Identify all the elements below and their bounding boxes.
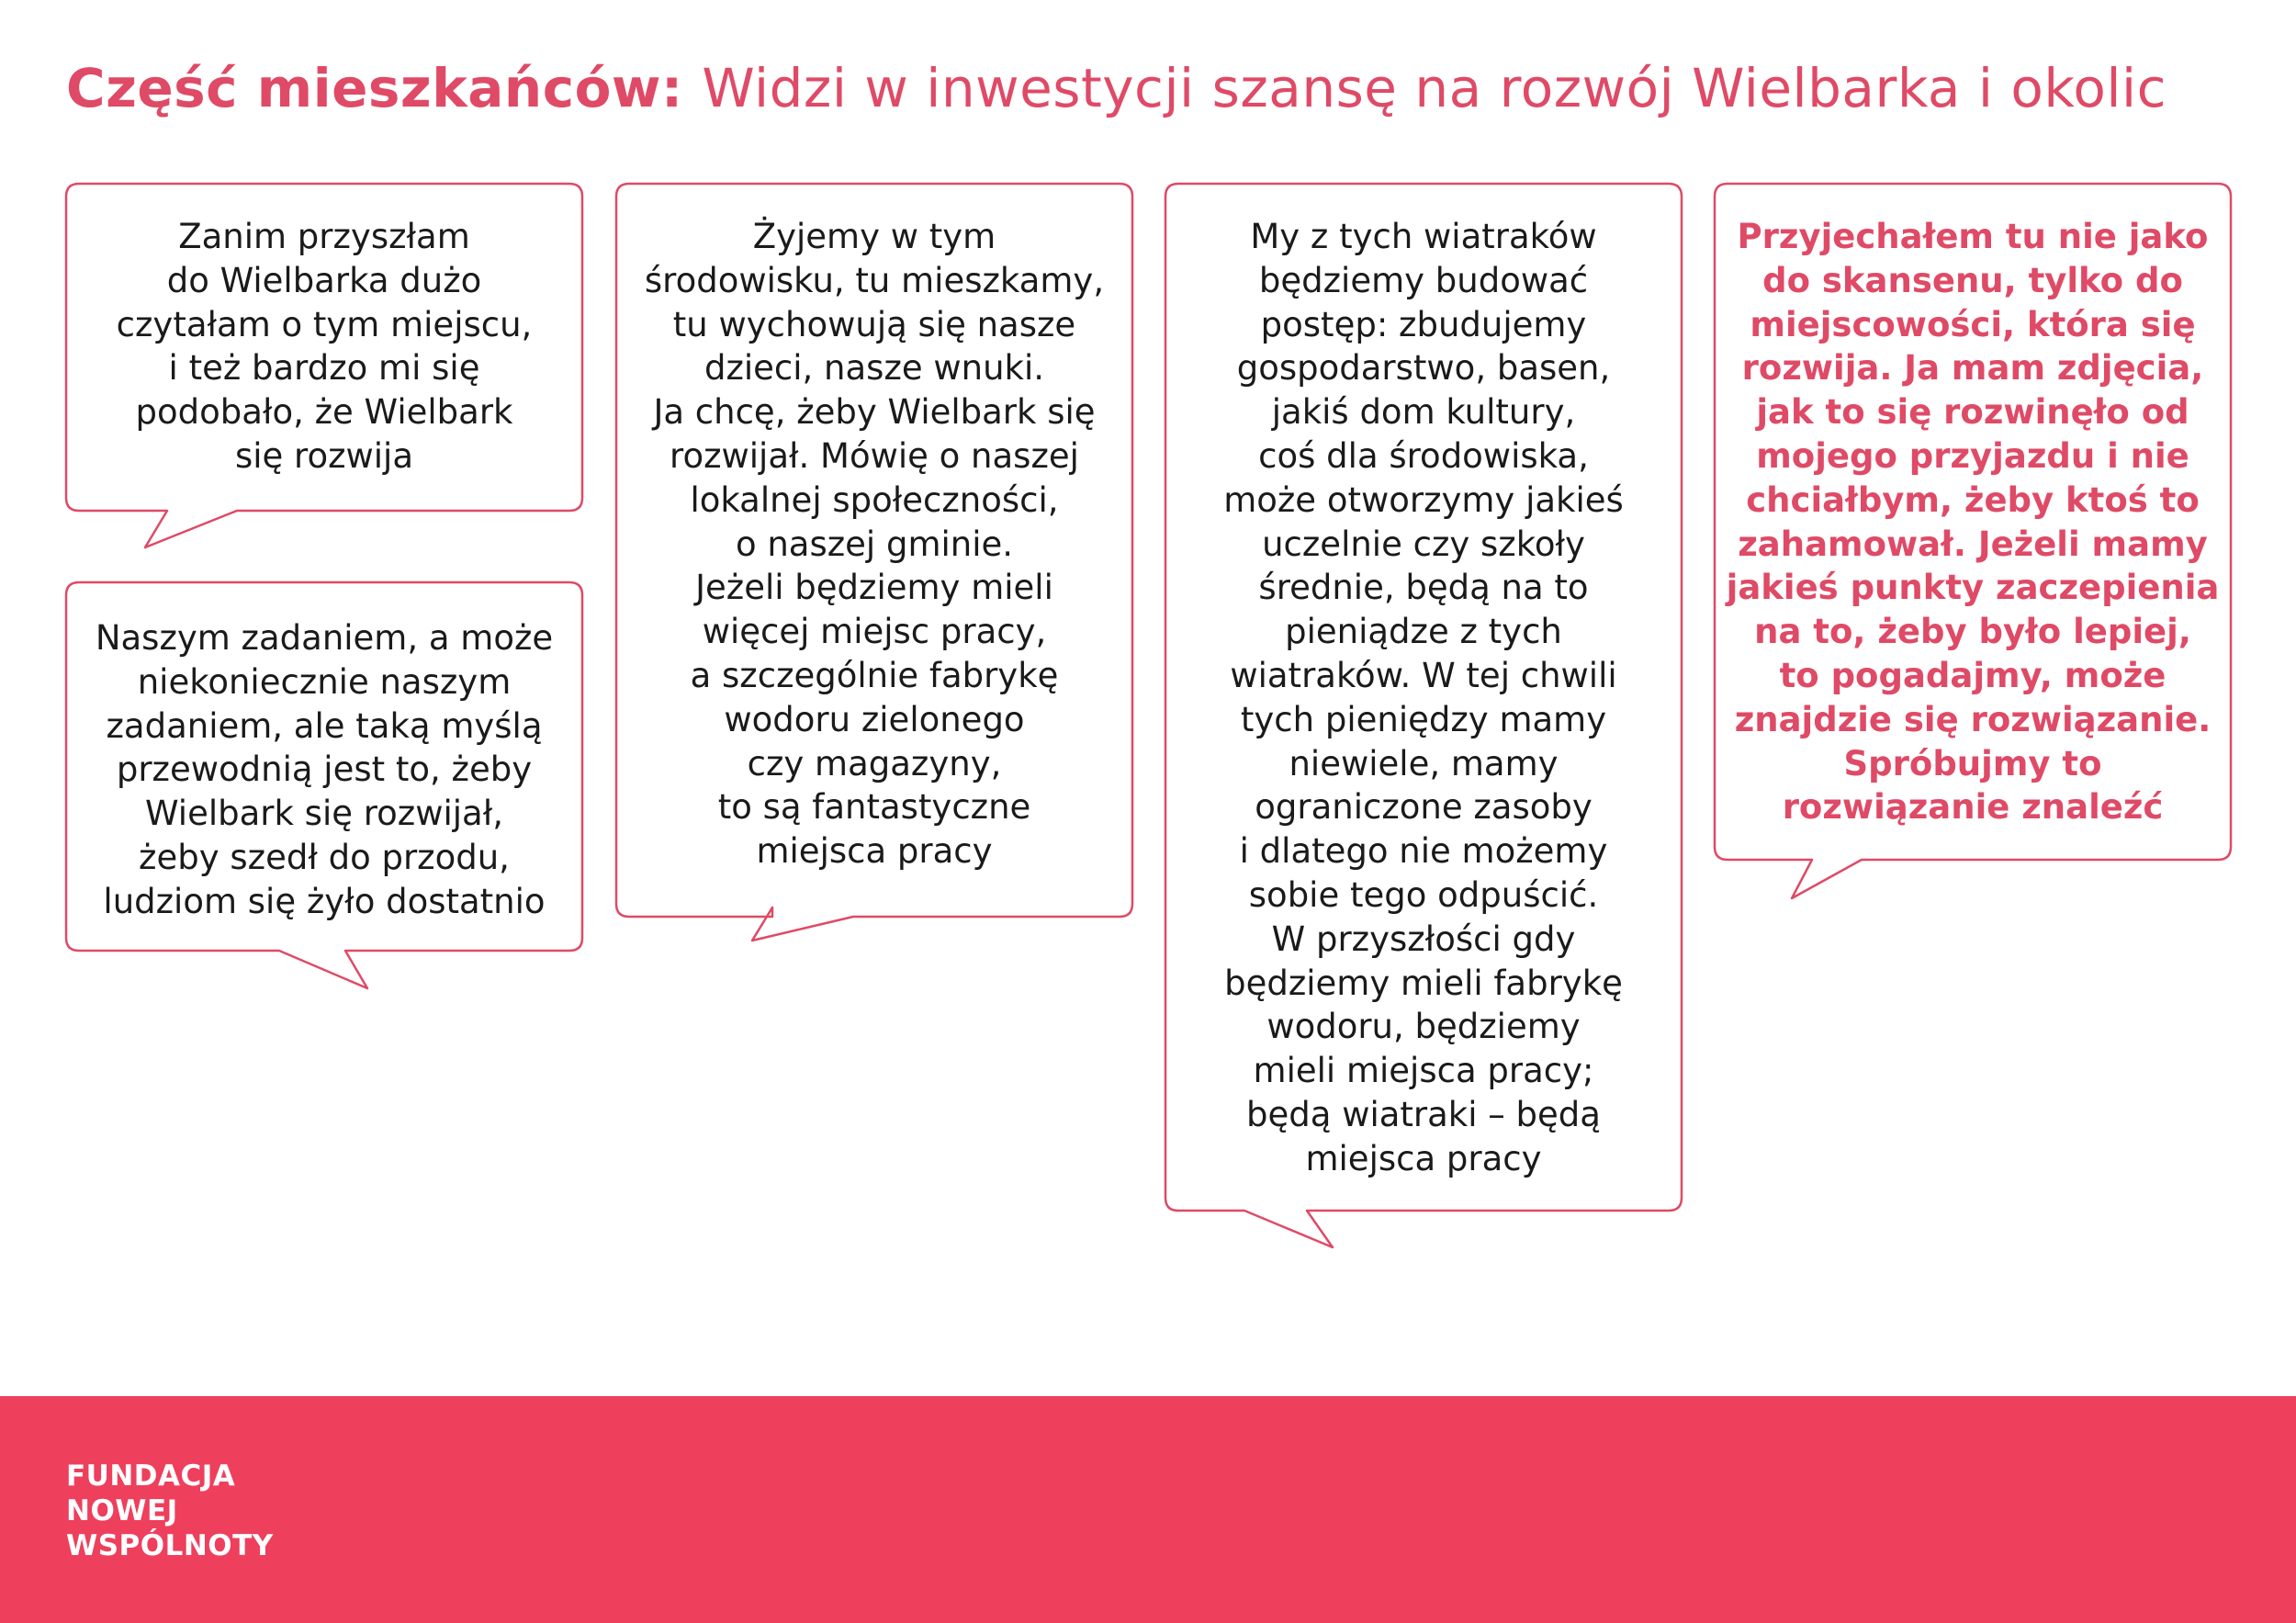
quote-bubble-2 [66,582,582,988]
logo-line-2: NOWEJ [66,1494,178,1527]
quote-text-4: My z tych wiatraków będziemy budować postęp: zbudujemy gospodarstwo, basen, jakiś dom kultury, coś dla środowiska, może otworzymy jakieś uczelnie czy szkoły średnie, będą na to pieniądze z tych wiatraków. W tej chwili tych pieniędzy mamy niewiele, mamy ograniczone zasoby i dlatego nie możemy sobie tego odpuścić. W przyszłości gdy będziemy mieli fabrykę wodoru, będziemy mieli miejsca pracy; będą wiatraki – będą miejsca pracy [1223,217,1624,1178]
logo-line-3: WSPÓLNOTY [66,1529,274,1562]
page-title-rest: Widzi w inwestycji szansę na rozwój Wielbarka i okolic [702,57,2167,119]
quote-text-5: Przyjechałem tu nie jako do skansenu, tylko do miejscowości, która się rozwija. Ja mam zdjęcia, jak to się rozwinęło od mojego przyjazdu i nie chciałbym, żeby ktoś to zahamował. Jeżeli mamy jakieś punkty zaczepienia na to, żeby było lepiej, to pogadajmy, może znajdzie się rozwiązanie. Spróbujmy to rozwiązanie znaleźć [1726,217,2220,828]
logo-line-1: FUNDACJA [66,1460,236,1493]
page-title [66,57,2167,121]
footer-bar [0,1396,2296,1623]
quote-bubble-5 [1715,184,2231,898]
quote-text-2: Naszym zadaniem, a może niekoniecznie naszym zadaniem, ale taką myślą przewodnią jest to, żeby Wielbark się rozwijał, żeby szedł do przodu, ludziom się żyło dostatnio [95,618,554,921]
quote-bubble-4 [1165,184,1682,1247]
foundation-logo [66,1459,274,1563]
quote-text-3: Żyjemy w tym środowisku, tu mieszkamy, tu wychowują się nasze dzieci, nasze wnuki. Ja chcę, żeby Wielbark się rozwijał. Mówię o naszej lokalnej społeczności, o naszej gminie. Jeżeli będziemy mieli więcej miejsc pracy, a szczególnie fabrykę wodoru zielonego czy magazyny, to są fantastyczne miejsca pracy [644,217,1105,872]
quote-text-1: Zanim przyszłam do Wielbarka dużo czytałam o tym miejscu, i też bardzo mi się podobało, że Wielbark się rozwija [116,217,533,476]
page-title-bold: Część mieszkańców: [66,57,683,119]
quote-bubble-1 [66,184,582,547]
quote-bubble-3 [616,184,1132,941]
